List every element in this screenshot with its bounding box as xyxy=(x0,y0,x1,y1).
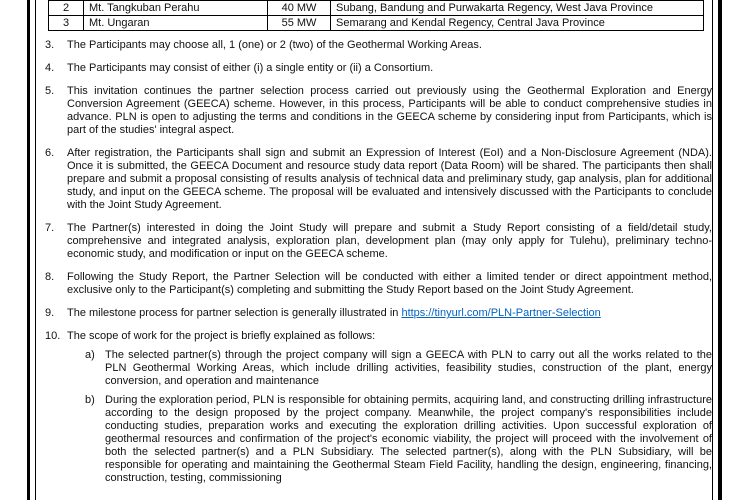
item-number: 5. xyxy=(45,85,55,97)
table-row xyxy=(49,16,704,31)
cell-capacity: 55 MW xyxy=(268,16,331,31)
list-item-10 xyxy=(45,330,712,485)
item-number: 6. xyxy=(45,147,55,159)
item-number: 9. xyxy=(45,307,55,319)
working-areas-table xyxy=(48,0,704,31)
list-item-4 xyxy=(45,62,712,75)
sub-item-marker: b) xyxy=(85,394,95,406)
sub-item-text: The selected partner(s) through the project company will sign a GEECA with PLN to carry out all the works related to the PLN Geothermal Working Areas, which include drilling activities, feasibility studies, construction of the plant, energy conversion, and operation and maintenance xyxy=(105,349,712,387)
cell-name: Mt. Tangkuban Perahu xyxy=(84,1,268,16)
sub-item-b xyxy=(67,394,712,485)
item-text: Following the Study Report, the Partner Selection will be conducted with either a limited tender or direct appointment method, exclusive only to the Participant(s) completing and submitting the Study Report based on the Joint Study Agreement. xyxy=(67,271,712,296)
cell-number: 3 xyxy=(49,16,84,31)
table-row xyxy=(49,1,704,16)
list-item-3 xyxy=(45,39,712,52)
item-text xyxy=(67,307,712,320)
sub-item-text: During the exploration period, PLN is responsible for obtaining permits, acquiring land, and constructing drilling infrastructure according to the design proposed by the project company. Meanwhile, the project company's responsibilities include conducting studies, preparation works and executing the exploration drilling activities. Upon successful exploration of geothermal resources and confirmation of the project's economic viability, the project will proceed with the involvement of both the selected partner(s) and a PLN Subsidiary. The selected partner(s), along with the PLN Subsidiary, will be responsible for operating and maintaining the Geothermal Steam Field Facility, handling the design, engineering, financing, construction, testing, commissioning xyxy=(105,394,712,484)
item-text: The Participants may choose all, 1 (one) or 2 (two) of the Geothermal Working Areas. xyxy=(67,39,482,51)
sub-item-a xyxy=(67,349,712,388)
list-item-8 xyxy=(45,271,712,297)
item-text: After registration, the Participants shall sign and submit an Expression of Interest (EoI) and a Non-Disclosure Agreement (NDA). Once it is submitted, the GEECA Document and resource study data report (Data Room) will be shared. The participants then shall prepare and submit a proposal consisting of results analysis of technical data and preliminary study, gap analysis, plan for additional study, and input on the GEECA scheme. The proposal will be evaluated and intensively discussed with the Participants to conclude with the Joint Study Agreement. xyxy=(67,147,712,211)
list-item-6 xyxy=(45,147,712,212)
cell-location: Semarang and Kendal Regency, Central Java Province xyxy=(331,16,704,31)
cell-number: 2 xyxy=(49,1,84,16)
partner-selection-link[interactable]: https://tinyurl.com/PLN-Partner-Selection xyxy=(401,307,601,319)
item-text: This invitation continues the partner selection process carried out previously using the Geothermal Exploration and Energy Conversion Agreement (GEECA) scheme. However, in this process, Participants will be able to conduct comprehensive studies in advance. PLN is open to adjusting the terms and conditions in the GEECA scheme by considering input from Participants, which is part of the studies' integral aspect. xyxy=(67,85,712,136)
item-text: The Participants may consist of either (i) a single entity or (ii) a Consortium. xyxy=(67,62,434,74)
item-number: 10. xyxy=(45,330,61,342)
cell-name: Mt. Ungaran xyxy=(84,16,268,31)
item-text: The Partner(s) interested in doing the Joint Study will prepare and submit a Study Report consisting of a field/detail study, comprehensive and integrated analysis, exploration plan, development plan (may only apply for Tulehu), preliminary techno-economic study, and modification or input on the GEECA scheme. xyxy=(67,222,712,260)
numbered-list xyxy=(45,39,712,485)
list-item-9 xyxy=(45,307,712,320)
item-number: 8. xyxy=(45,271,55,283)
milestone-text: The milestone process for partner selection is generally illustrated in xyxy=(67,307,399,319)
item-text: The scope of work for the project is briefly explained as follows: xyxy=(67,330,376,342)
cell-capacity: 40 MW xyxy=(268,1,331,16)
cell-location: Subang, Bandung and Purwakarta Regency, West Java Province xyxy=(331,1,704,16)
item-number: 7. xyxy=(45,222,55,234)
item-number: 3. xyxy=(45,39,55,51)
document-content xyxy=(45,0,712,495)
list-item-5 xyxy=(45,85,712,137)
item-number: 4. xyxy=(45,62,55,74)
list-item-7 xyxy=(45,222,712,261)
sub-item-marker: a) xyxy=(85,349,95,361)
